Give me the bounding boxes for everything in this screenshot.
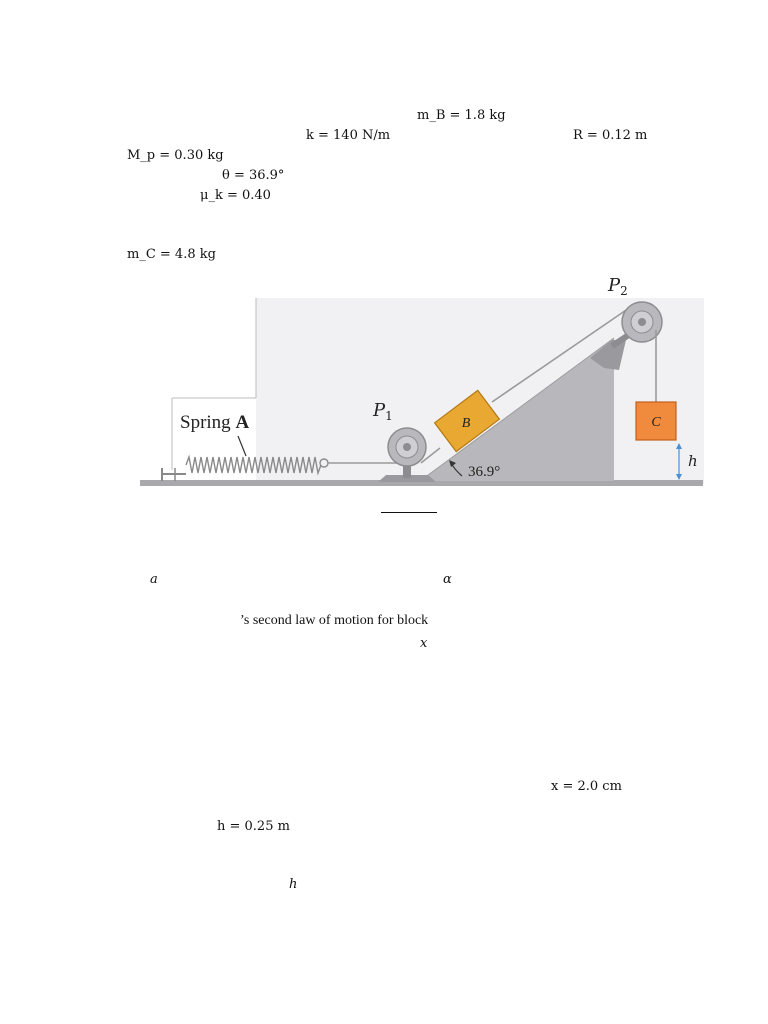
spring-label [180, 412, 249, 433]
given-mass-c: m_C = 4.8 kg [127, 247, 216, 262]
spring-label-prefix: Spring [180, 412, 236, 433]
given-displacement: x = 2.0 cm [551, 779, 622, 794]
given-mass-b: m_B = 1.8 kg [417, 108, 506, 123]
spring-label-letter: A [235, 412, 250, 433]
given-pulley-mass: M_p = 0.30 kg [127, 148, 224, 163]
acceleration-symbol: a [150, 572, 158, 587]
spring-anchor [162, 468, 186, 481]
spring-label-pointer [238, 436, 246, 456]
given-spring-constant: k = 140 N/m [306, 128, 391, 143]
x-symbol: x [420, 636, 428, 651]
given-incline-angle: θ = 36.9° [222, 168, 285, 183]
given-friction-coefficient: μ_k = 0.40 [200, 188, 271, 203]
height-label: h [688, 452, 698, 470]
newton-law-fragment: ’s second law of motion for block [240, 613, 429, 628]
pulley-p1-subscript: 1 [385, 409, 393, 423]
angular-acceleration-symbol: α [443, 572, 452, 587]
h-symbol: h [289, 877, 298, 892]
pulley-p2-subscript: 2 [620, 284, 628, 298]
angle-label: 36.9° [468, 464, 501, 480]
block-b-label: B [461, 416, 471, 431]
pulley-p2-label [607, 275, 628, 298]
pulley-p1-letter: P [373, 400, 386, 421]
given-pulley-radius: R = 0.12 m [573, 128, 648, 143]
pulley-p2-letter: P [608, 275, 621, 296]
given-height: h = 0.25 m [217, 819, 290, 834]
fraction-bar [381, 512, 437, 513]
block-c-label: C [651, 415, 661, 430]
